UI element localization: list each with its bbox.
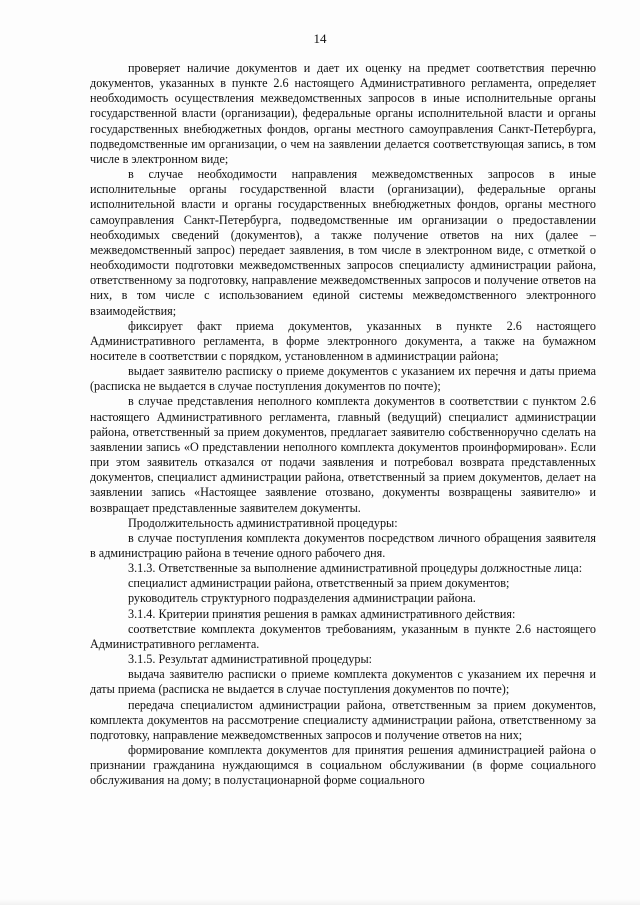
paragraph-result-receipt: выдача заявителю расписки о приеме комплекта документов с указанием их перечня и даты приема (расписка не выдается в случае поступления документов по почте); [90,667,596,697]
document-body [90,61,596,789]
section-3-1-4-heading: 3.1.4. Критерии принятия решения в рамках административного действия: [128,606,516,621]
paragraph-responsible-specialist: специалист администрации района, ответственный за прием документов; [128,576,510,591]
paragraph-duration-value: в случае поступления комплекта документов посредством личного обращения заявителя в администрацию района в течение одного рабочего дня. [90,530,596,560]
paragraph-check-documents: проверяет наличие документов и дает их оценку на предмет соответствия перечню документов, указанных в пункте 2.6 настоящего Административного регламента, определяет необходимость осуществления межведомственных запросов в иные исполнительные органы государственной власти (организации), федеральные органы исполнительной власти и органы государственных внебюджетных фондов, органы местного самоуправления Санкт-Петербурга, подведомственные им организации, о чем на заявлении делается соответствующая запись, в том числе в электронном виде; [90,61,596,166]
page-number: 14 [313,31,327,46]
paragraph-result-transfer: передача специалистом администрации района, ответственным за прием документов, комплекта документов на рассмотрение специалисту администрации района, ответственному за подготовку, направление межведомственных запросов и получение ответов на них; [90,697,596,742]
paragraph-responsible-head: руководитель структурного подразделения администрации района. [128,591,476,606]
paragraph-incomplete-set: в случае представления неполного комплекта документов в соответствии с пунктом 2.6 настоящего Административного регламента, главный (ведущий) специалист администрации района, ответственный за прием документов, предлагает заявителю собственноручно сделать на заявлении запись «О представлении неполного комплекта документов проинформирован». Если при этом заявитель отказался от подачи заявления и потребовал возврата представленных документов, специалист администрации района, ответственный за прием документов, делает на заявлении запись «Настоящее заявление отозвано, документы возвращены заявителю» и возвращает представленные заявителем документы. [90,394,596,515]
paragraph-decision-criteria: соответствие комплекта документов требованиям, указанным в пункте 2.6 настоящего Административного регламента. [90,621,596,651]
paragraph-record-receipt: фиксирует факт приема документов, указанных в пункте 2.6 настоящего Административного регламента, в форме электронного документа, а также на бумажном носителе в соответствии с порядком, установленном в администрации района; [90,318,596,363]
section-3-1-5-heading: 3.1.5. Результат административной процедуры: [128,652,373,667]
scan-bottom-edge [0,899,640,905]
section-3-1-3-heading: 3.1.3. Ответственные за выполнение административной процедуры должностные лица: [128,561,583,576]
paragraph-duration-heading: Продолжительность административной процедуры: [128,515,398,530]
paragraph-result-formation: формирование комплекта документов для принятия решения администрацией района о признании гражданина нуждающимся в социальном обслуживании (в форме социального обслуживания на дому; в полустационарной форме социального [90,743,596,788]
paragraph-interagency-requests: в случае необходимости направления межведомственных запросов в иные исполнительные органы государственной власти (организации), федеральные органы исполнительной власти и органы государственных внебюджетных фондов, органы местного самоуправления Санкт-Петербурга, подведомственные им организации о предоставлении необходимых сведений (документов), а также получение ответов на них (далее – межведомственный запрос) передает заявления, в том числе в электронном виде, с отметкой о необходимости подготовки межведомственных запросов специалисту администрации района, ответственному за подготовку, направление межведомственных запросов и получение ответов на них, в том числе с использованием единой системы межведомственного электронного взаимодействия; [90,167,596,318]
paragraph-issue-receipt: выдает заявителю расписку о приеме документов с указанием их перечня и даты приема (расписка не выдается в случае поступления документов по почте); [90,364,596,394]
